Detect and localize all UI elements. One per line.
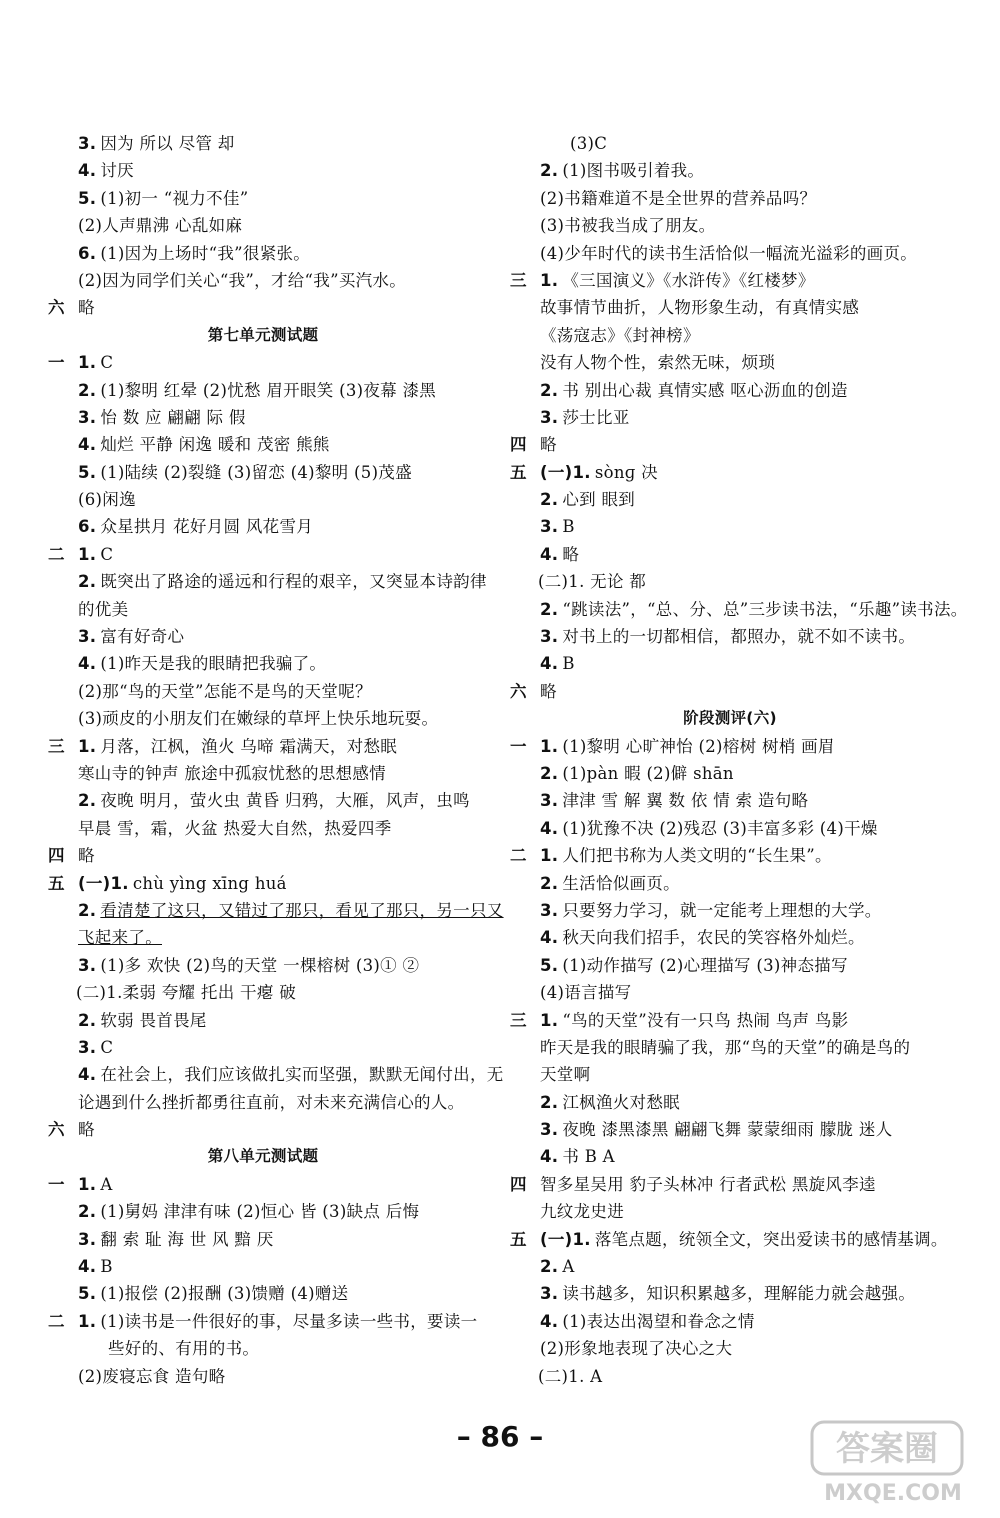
item-number: 4. xyxy=(540,818,559,838)
answer-line xyxy=(510,650,950,677)
item-number: (一)1. xyxy=(540,462,591,482)
answer-text: (3)C xyxy=(570,134,608,153)
answer-line xyxy=(48,431,478,458)
answer-text: B xyxy=(562,517,575,537)
answer-line xyxy=(510,678,950,705)
answer-line xyxy=(510,541,950,568)
answer-line xyxy=(48,1280,478,1307)
answer-line xyxy=(510,1089,950,1116)
answer-line xyxy=(510,787,950,814)
answer-line xyxy=(510,431,950,458)
answer-line xyxy=(48,1171,478,1198)
answer-text: 智多星吴用 豹子头林冲 行者武松 黑旋风李逵 xyxy=(540,1174,876,1194)
item-number: 3. xyxy=(540,791,559,811)
answer-text: 昨天是我的眼睛骗了我，那“鸟的天堂”的确是鸟的 xyxy=(540,1037,911,1057)
answer-text: 心到 眼到 xyxy=(562,490,636,510)
answer-text: 翻 索 耻 海 世 风 黯 厌 xyxy=(100,1229,274,1249)
item-number: 4. xyxy=(78,1065,97,1085)
answer-text: chù yìng xīng huá xyxy=(132,873,287,893)
item-number: 4. xyxy=(540,1311,559,1331)
answer-line xyxy=(48,267,478,294)
answer-text: 论遇到什么挫折都勇往直前，对未来充满信心的人。 xyxy=(78,1092,465,1112)
answer-text: 略 xyxy=(78,1120,95,1140)
answer-line xyxy=(48,650,478,677)
section-marker: 六 xyxy=(48,1120,65,1140)
item-number: 3. xyxy=(78,134,97,153)
answer-text: A xyxy=(562,1257,575,1277)
answer-text: 秋天向我们招手，农民的笑容格外灿烂。 xyxy=(562,928,865,948)
item-number: 1. xyxy=(540,736,559,756)
item-number: 2. xyxy=(78,380,97,400)
answer-line xyxy=(48,185,478,212)
answer-text: (1)读书是一件很好的事，尽量多读一些书，要读一 xyxy=(100,1311,478,1331)
answer-text: 莎士比亚 xyxy=(562,407,630,427)
answer-line xyxy=(510,1253,950,1280)
section-marker: 一 xyxy=(48,353,65,373)
item-number: 2. xyxy=(78,900,97,920)
answer-text: (4)少年时代的读书生活恰似一幅流光溢彩的画页。 xyxy=(540,243,918,263)
answer-line xyxy=(48,541,478,568)
section-title: 第八单元测试题 xyxy=(207,1147,319,1166)
answer-line xyxy=(48,815,478,842)
item-number: 2. xyxy=(540,380,559,400)
item-number: 3. xyxy=(540,517,559,537)
answer-text: 既突出了路途的遥远和行程的艰辛，又突显本诗韵律 xyxy=(100,572,487,592)
item-number: 6. xyxy=(78,243,97,263)
item-number: (一)1. xyxy=(78,873,129,893)
item-number: 3. xyxy=(540,1120,559,1140)
answer-line xyxy=(48,513,478,540)
item-number: 4. xyxy=(540,1147,559,1167)
answer-text: (1)动作描写 (2)心理描写 (3)神态描写 xyxy=(562,955,848,975)
answer-text: (2)形象地表现了决心之大 xyxy=(540,1339,733,1359)
item-number: 2. xyxy=(540,490,559,510)
answer-line xyxy=(510,870,950,897)
watermark-logo xyxy=(808,1416,978,1508)
answer-line xyxy=(48,212,478,239)
answer-text: “跳读法”，“总、分、总”三步读书法，“乐趣”读书法。 xyxy=(562,599,968,619)
answer-text: “鸟的天堂”没有一只鸟 热闹 鸟声 鸟影 xyxy=(562,1010,849,1030)
answer-line xyxy=(510,1116,950,1143)
answer-text: (1)舅妈 津津有味 (2)恒心 皆 (3)缺点 后悔 xyxy=(100,1202,420,1222)
answer-text: (1)多 欢快 (2)鸟的天堂 一棵榕树 (3)① ② xyxy=(100,955,420,975)
item-number: 6. xyxy=(78,517,97,537)
answer-text: 《荡寇志》《封神榜》 xyxy=(540,325,700,345)
answer-text: (1)昨天是我的眼睛把我骗了。 xyxy=(100,654,327,674)
answer-text: 飞起来了。 xyxy=(78,928,162,948)
answer-text: (1)表达出渴望和眷念之情 xyxy=(562,1311,755,1331)
answer-line xyxy=(48,952,478,979)
answer-line xyxy=(48,787,478,814)
item-number: 2. xyxy=(540,1257,559,1277)
answer-text: (3)顽皮的小朋友们在嫩绿的草坪上快乐地玩耍。 xyxy=(78,709,439,729)
answer-line xyxy=(510,1280,950,1307)
answer-line xyxy=(48,404,478,431)
answer-text: 讨厌 xyxy=(100,161,134,181)
answer-line xyxy=(48,760,478,787)
item-number: 2. xyxy=(540,599,559,619)
item-number: 2. xyxy=(78,1010,97,1030)
answer-line xyxy=(48,1363,478,1390)
answer-text: A xyxy=(100,1174,113,1194)
answer-line xyxy=(510,322,950,349)
answer-text: 对书上的一切都相信，都照办，就不如不读书。 xyxy=(562,627,916,647)
left-column xyxy=(48,130,504,1390)
answer-text: (1)pàn 暇 (2)僻 shān xyxy=(562,763,734,783)
right-column xyxy=(510,130,968,1390)
item-number: 4. xyxy=(78,435,97,455)
answer-text: 只要努力学习，就一定能考上理想的大学。 xyxy=(562,900,882,920)
answer-line xyxy=(510,513,950,540)
answer-text: 略 xyxy=(78,846,95,866)
section-marker: 三 xyxy=(510,270,527,290)
answer-line xyxy=(510,377,950,404)
answer-line xyxy=(510,212,950,239)
answer-line xyxy=(48,1061,504,1088)
item-number: 1. xyxy=(540,270,559,290)
section-marker: 四 xyxy=(48,846,65,866)
section-marker: 五 xyxy=(48,873,65,893)
answer-text: (2)人声鼎沸 心乱如麻 xyxy=(78,216,243,236)
answer-line xyxy=(510,1198,950,1225)
answer-text: 寒山寺的钟声 旅途中孤寂忧愁的思想感情 xyxy=(78,763,386,783)
answer-text: (1)图书吸引着我。 xyxy=(562,161,705,181)
section-marker: 一 xyxy=(48,1174,65,1194)
answer-text: 没有人物个性，索然无味，烦琐 xyxy=(540,353,776,373)
answer-text: 因为 所以 尽管 却 xyxy=(100,134,235,153)
answer-line xyxy=(48,1198,478,1225)
answer-text: (2)因为同学们关心“我”，才给“我”买汽水。 xyxy=(78,270,407,290)
item-number: 2. xyxy=(540,1092,559,1112)
answer-text: sònɡ 决 xyxy=(594,462,658,482)
answer-line xyxy=(510,733,950,760)
answer-text: 九纹龙史进 xyxy=(540,1202,624,1222)
answer-text: 夜晚 明月，萤火虫 黄昏 归鸦，大雁，风声，虫鸣 xyxy=(100,791,470,811)
answer-text: 生活恰似画页。 xyxy=(562,873,680,893)
answer-text: 略 xyxy=(562,544,580,564)
answer-line xyxy=(48,377,478,404)
item-number: 1. xyxy=(540,1010,559,1030)
answer-line xyxy=(510,349,950,376)
answer-text: B xyxy=(100,1257,113,1277)
answer-line xyxy=(510,760,950,787)
answer-text: 落笔点题，统领全文，突出爱读书的感情基调。 xyxy=(594,1229,948,1249)
section-marker: 三 xyxy=(510,1010,527,1030)
answer-text: 读书越多，知识积累越多，理解能力就会越强。 xyxy=(562,1284,916,1304)
item-number: 1. xyxy=(78,1311,97,1331)
answer-text: 略 xyxy=(540,435,557,455)
item-number: 3. xyxy=(78,407,97,427)
answer-line xyxy=(510,842,950,869)
page-number: – 86 – xyxy=(456,1420,544,1453)
section-title: 第七单元测试题 xyxy=(207,325,319,344)
answer-text: (3)书被我当成了朋友。 xyxy=(540,216,716,236)
item-number: 5. xyxy=(78,462,97,482)
answer-line xyxy=(48,240,478,267)
answer-text: (1)黎明 心旷神怡 (2)榕树 树梢 画眉 xyxy=(562,736,835,756)
answer-line xyxy=(48,924,478,951)
item-number: 3. xyxy=(540,1284,559,1304)
answer-line xyxy=(48,486,478,513)
answer-line xyxy=(48,596,478,623)
answer-text: (1)因为上场时“我”很紧张。 xyxy=(100,243,311,263)
answer-text: (二)1. 无论 都 xyxy=(538,572,647,592)
item-number: 4. xyxy=(78,1257,97,1277)
item-number: 3. xyxy=(78,1229,97,1249)
answer-line xyxy=(48,1089,478,1116)
answer-text: (1)犹豫不决 (2)残忍 (3)丰富多彩 (4)干燥 xyxy=(562,818,878,838)
answer-line xyxy=(510,568,950,595)
item-number: 2. xyxy=(78,572,97,592)
answer-line xyxy=(510,157,950,184)
answer-line xyxy=(48,1253,478,1280)
answer-line xyxy=(510,1308,950,1335)
section-marker: 四 xyxy=(510,435,527,455)
answer-line xyxy=(48,349,478,376)
answer-line xyxy=(510,267,950,294)
answer-line xyxy=(48,1007,478,1034)
answer-line xyxy=(510,1061,950,1088)
svg-text:答案圈: 答案圈 xyxy=(836,1429,938,1469)
answer-line xyxy=(510,1226,950,1253)
answer-line xyxy=(48,1116,478,1143)
answer-text: 月落，江枫，渔火 乌啼 霜满天，对愁眠 xyxy=(100,736,398,756)
item-number: (一)1. xyxy=(540,1229,591,1249)
section-title: 阶段测评(六) xyxy=(683,709,777,728)
answer-text: 众星拱月 花好月圆 风花雪月 xyxy=(100,517,314,537)
item-number: 1. xyxy=(78,353,97,373)
item-number: 5. xyxy=(78,188,97,208)
answer-text: 些好的、有用的书。 xyxy=(108,1339,260,1359)
item-number: 3. xyxy=(78,1037,97,1057)
answer-text: 天堂啊 xyxy=(540,1065,591,1085)
answer-text: (1)陆续 (2)裂缝 (3)留恋 (4)黎明 (5)茂盛 xyxy=(100,462,412,482)
answer-line xyxy=(510,924,950,951)
answer-line xyxy=(510,596,968,623)
answer-text: 夜晚 漆黑漆黑 翩翩飞舞 蒙蒙细雨 朦胧 迷人 xyxy=(562,1120,893,1140)
answer-text: 略 xyxy=(540,681,557,701)
item-number: 4. xyxy=(540,928,559,948)
answer-text: C xyxy=(100,353,114,373)
answer-text: 灿烂 平静 闲逸 暖和 茂密 熊熊 xyxy=(100,435,330,455)
answer-text: (6)闲逸 xyxy=(78,490,136,510)
answer-text: 的优美 xyxy=(78,599,129,619)
answer-line xyxy=(48,733,478,760)
answer-line xyxy=(48,130,478,157)
answer-text: 富有好奇心 xyxy=(100,627,185,647)
answer-text: 怡 数 应 翩翩 际 假 xyxy=(100,407,246,427)
section-marker: 六 xyxy=(510,681,527,701)
answer-line xyxy=(510,130,950,157)
answer-text: 故事情节曲折，人物形象生动，有真情实感 xyxy=(540,298,860,318)
item-number: 3. xyxy=(540,627,559,647)
item-number: 2. xyxy=(78,791,97,811)
answer-text: 略 xyxy=(78,298,95,318)
answer-line xyxy=(48,870,478,897)
item-number: 4. xyxy=(78,161,97,181)
item-number: 3. xyxy=(78,627,97,647)
answer-text: 软弱 畏首畏尾 xyxy=(100,1010,207,1030)
answer-text: (2)那“鸟的天堂”怎能不是鸟的天堂呢？ xyxy=(78,681,372,701)
answer-line xyxy=(510,459,950,486)
item-number: 3. xyxy=(540,407,559,427)
answer-text: (1)黎明 红晕 (2)忧愁 眉开眼笑 (3)夜幕 漆黑 xyxy=(100,380,437,400)
answer-line xyxy=(510,1143,950,1170)
answer-text: 江枫渔火对愁眠 xyxy=(562,1092,680,1112)
answer-text: (二)1. A xyxy=(538,1366,603,1386)
item-number: 4. xyxy=(540,544,559,564)
answer-line xyxy=(510,294,950,321)
answer-line xyxy=(510,815,950,842)
answer-text: 在社会上，我们应该做扎实而坚强，默默无闻付出，无 xyxy=(100,1065,504,1085)
item-number: 2. xyxy=(540,161,559,181)
watermark-icon xyxy=(808,1416,978,1508)
item-number: 3. xyxy=(78,955,97,975)
answer-line xyxy=(48,459,478,486)
answer-line xyxy=(510,1007,950,1034)
answer-line xyxy=(510,979,950,1006)
answer-text: C xyxy=(100,1037,114,1057)
answer-text: 看清楚了这只，又错过了那只，看见了那只，另一只又 xyxy=(100,900,504,920)
answer-text: 人们把书称为人类文明的“长生果”。 xyxy=(562,846,832,866)
item-number: 1. xyxy=(540,846,559,866)
answer-text: (1)报偿 (2)报酬 (3)馈赠 (4)赠送 xyxy=(100,1284,349,1304)
answer-line xyxy=(510,486,950,513)
answer-line xyxy=(510,240,950,267)
section-marker: 五 xyxy=(510,462,527,482)
answer-line xyxy=(48,1308,478,1335)
answer-text: B xyxy=(562,654,575,674)
item-number: 2. xyxy=(540,873,559,893)
item-number: 4. xyxy=(540,654,559,674)
answer-text: (2)书籍难道不是全世界的营养品吗？ xyxy=(540,188,817,208)
item-number: 5. xyxy=(540,955,559,975)
item-number: 1. xyxy=(78,544,97,564)
item-number: 2. xyxy=(540,763,559,783)
section-marker: 一 xyxy=(510,736,527,756)
section-marker: 四 xyxy=(510,1174,527,1194)
answer-line xyxy=(510,623,950,650)
answer-line xyxy=(48,842,478,869)
answer-text: (4)语言描写 xyxy=(540,983,632,1003)
svg-text:MXQE.COM: MXQE.COM xyxy=(824,1481,962,1506)
section-marker: 二 xyxy=(48,1311,65,1331)
answer-text: 书 B A xyxy=(562,1147,615,1167)
answer-text: 书 别出心裁 真情实感 呕心沥血的创造 xyxy=(562,380,848,400)
section-marker: 二 xyxy=(510,846,527,866)
answer-line xyxy=(510,1171,950,1198)
answer-line xyxy=(48,568,487,595)
answer-line xyxy=(510,952,950,979)
answer-line xyxy=(510,185,950,212)
answer-line xyxy=(48,294,478,321)
answer-line xyxy=(48,623,478,650)
answer-text: 津津 雪 解 翼 数 依 情 索 造句略 xyxy=(562,791,809,811)
answer-text: C xyxy=(100,544,114,564)
answer-text: 早晨 雪，霜，火盆 热爱大自然，热爱四季 xyxy=(78,818,392,838)
answer-text: (2)废寝忘食 造句略 xyxy=(78,1366,226,1386)
item-number: 5. xyxy=(78,1284,97,1304)
answer-line xyxy=(48,1335,478,1362)
answer-line xyxy=(510,1034,950,1061)
section-marker: 三 xyxy=(48,736,65,756)
section-marker: 五 xyxy=(510,1229,527,1249)
answer-line xyxy=(48,678,478,705)
answer-line xyxy=(510,404,950,431)
answer-text: (1)初一 “视力不佳” xyxy=(100,188,249,208)
item-number: 3. xyxy=(540,900,559,920)
section-marker: 二 xyxy=(48,544,65,564)
answer-line xyxy=(510,897,950,924)
answer-line xyxy=(48,705,478,732)
answer-line xyxy=(510,1335,950,1362)
answer-line xyxy=(48,897,504,924)
item-number: 1. xyxy=(78,736,97,756)
answer-line xyxy=(510,1363,950,1390)
item-number: 4. xyxy=(78,654,97,674)
answer-line xyxy=(48,157,478,184)
answer-line xyxy=(48,979,478,1006)
section-marker: 六 xyxy=(48,298,65,318)
answer-text: (二)1.柔弱 夸耀 托出 干瘪 破 xyxy=(76,983,296,1003)
item-number: 2. xyxy=(78,1202,97,1222)
answer-text: 《三国演义》《水浒传》《红楼梦》 xyxy=(562,270,815,290)
answer-line xyxy=(48,1034,478,1061)
item-number: 1. xyxy=(78,1174,97,1194)
answer-line xyxy=(48,1226,478,1253)
